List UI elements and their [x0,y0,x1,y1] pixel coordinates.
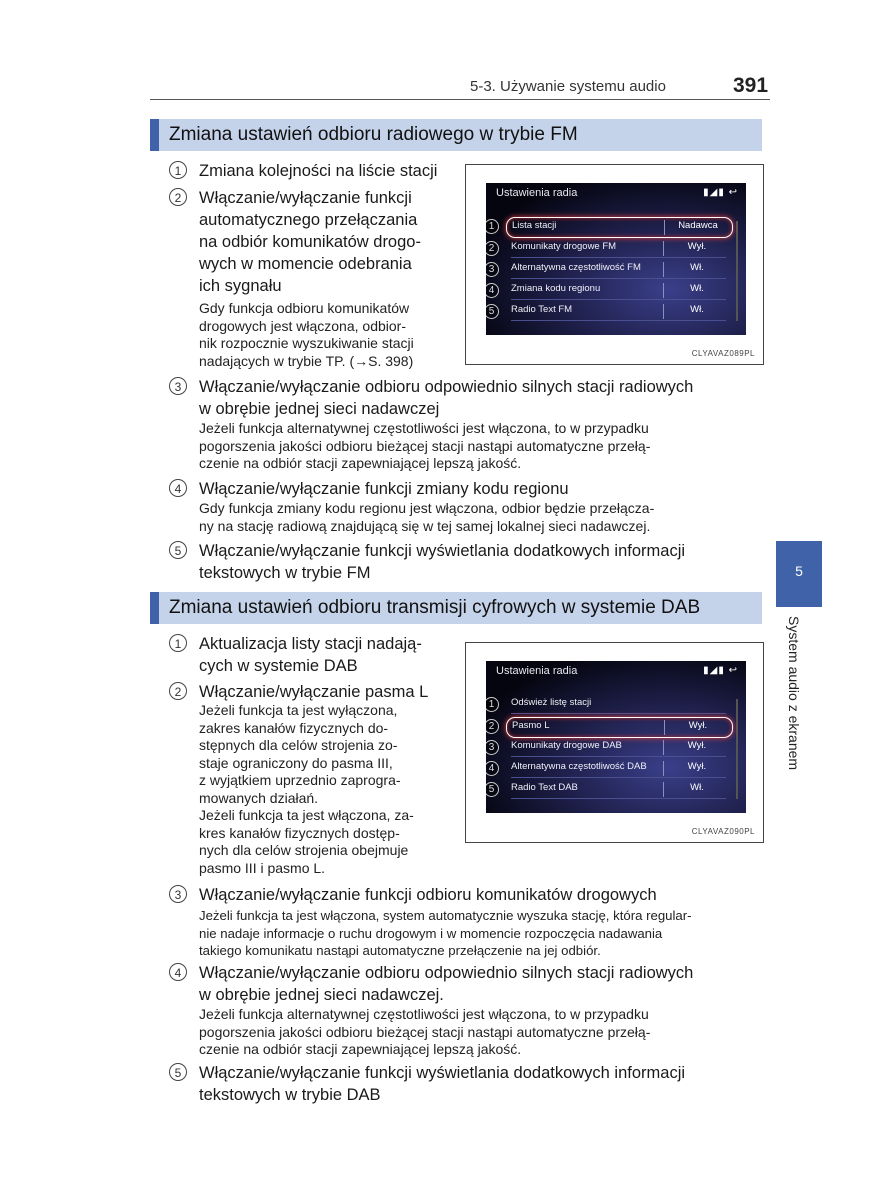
callout-2: 2 [486,719,499,734]
row-label: Zmiana kodu regionu [511,283,601,294]
note-line: nadających w trybie TP. (→S. 398) [199,352,414,369]
page-number: 391 [733,74,769,97]
fm-radio-settings-screenshot [465,164,764,365]
radio-screen [486,661,746,813]
dab-screen-row-traffic[interactable] [506,738,731,757]
fm-item-2-note [199,300,414,370]
scrollbar [736,699,738,799]
fm-item-3 [169,376,693,420]
note-line: mowanych działań. [199,789,319,806]
item-line: Włączanie/wyłączanie funkcji wyświetlania dodatkowych informacji [199,1064,686,1082]
fm-screen-row-station-list[interactable] [506,217,733,238]
row-label: Radio Text FM [511,304,573,315]
dab-screen-row-lband[interactable] [506,717,733,738]
row-value: Wł. [690,283,704,294]
screen-title: Ustawienia radia [496,665,578,677]
row-label: Lista stacji [512,220,557,231]
dab-item-2-note [199,702,414,877]
row-label: Alternatywna częstotliwość FM [511,262,641,273]
dab-item-4 [169,962,693,1006]
item-line: w obrębie jednej sieci nadawczej. [199,986,444,1004]
fm-item-3-note [199,420,650,473]
item-number-badge: 3 [169,377,187,395]
callout-5: 5 [486,304,499,319]
note-line: kres kanałów fizycznych dostęp- [199,824,400,841]
item-line: wych w momencie odebrania [199,255,412,273]
item-number-badge: 1 [169,634,187,652]
chapter-number: 5 [795,563,803,579]
item-line: cych w systemie DAB [199,657,358,675]
fm-screen-row-region[interactable] [506,281,731,300]
dab-item-3 [169,884,657,906]
item-line: Włączanie/wyłączanie odbioru odpowiednio silnych stacji radiowych [199,378,694,396]
image-code: CLYAVAZ090PL [691,827,755,836]
item-line: tekstowych w trybie FM [199,564,371,582]
row-label: Radio Text DAB [511,782,578,793]
callout-5: 5 [486,782,499,797]
note-line: zakres kanałów fizycznych do- [199,719,389,736]
note-line: czenie na odbiór stacji zapewniającej lepszą jakość. [199,1041,522,1057]
callout-4: 4 [486,283,499,298]
note-line: pogorszenia jakości odbioru bieżącej stacji nastąpi automatyczne przełą- [199,1023,651,1040]
row-value: Wył. [688,720,708,731]
row-value: Wył. [687,241,707,252]
note-line: nych dla celów strojenia obejmuje [199,842,409,858]
status-icons: ▮◢▮ ↩ [703,187,738,198]
row-label: Odśwież listę stacji [511,697,592,708]
dab-heading-text: Zmiana ustawień odbioru transmisji cyfrowych w systemie DAB [169,597,701,618]
dab-screen-row-radiotext[interactable] [506,780,731,799]
item-number-badge: 5 [169,541,187,559]
dab-section-heading [150,592,762,624]
screen-title: Ustawienia radia [496,187,578,199]
scrollbar [736,221,738,321]
callout-1: 1 [486,697,499,712]
callout-3: 3 [486,740,499,755]
fm-item-2 [169,187,459,297]
note-line: z wyjątkiem uprzednio zaprogra- [199,772,401,788]
chapter-title: System audio z ekranem [786,616,802,771]
fm-item-4-note [199,500,654,535]
note-line: staje ograniczony do pasma III, [199,754,393,771]
status-icons: ▮◢▮ ↩ [703,665,738,676]
fm-item-5 [169,540,685,584]
note-line: pasmo III i pasmo L. [199,859,326,876]
dab-item-5 [169,1062,685,1106]
item-number-badge: 3 [169,885,187,903]
dab-screen-row-af[interactable] [506,759,731,778]
note-line: nie nadaje informacje o ruchu drogowym i w momencie rozpoczęcia nadawania [199,925,663,941]
row-value: Nadawca [678,220,718,231]
note-line: drogowych jest włączona, odbior- [199,317,406,334]
item-line: Włączanie/wyłączanie odbioru odpowiednio silnych stacji radiowych [199,964,694,982]
item-number-badge: 4 [169,479,187,497]
callout-3: 3 [486,262,499,277]
fm-screen-row-radiotext[interactable] [506,302,731,321]
note-line: Gdy funkcja zmiany kodu regionu jest włączona, odbior będzie przełącza- [199,500,655,516]
note-line: Jeżeli funkcja alternatywnej częstotliwości jest włączona, to w przypadku [199,420,649,436]
row-value: Wył. [687,740,707,751]
row-label: Pasmo L [512,720,550,731]
fm-heading-text: Zmiana ustawień odbioru radiowego w trybie FM [169,124,578,145]
note-line: Jeżeli funkcja ta jest włączona, system automatycznie wyszuka stację, która regular- [199,908,692,923]
item-line: Włączanie/wyłączanie funkcji [199,189,412,207]
note-line: Jeżeli funkcja ta jest wyłączona, [199,702,398,718]
row-label: Alternatywna częstotliwość DAB [511,761,647,772]
note-line: Jeżeli funkcja alternatywnej częstotliwości jest włączona, to w przypadku [199,1006,649,1022]
note-line: nik rozpocznie wyszukiwanie stacji [199,335,414,351]
item-line: Zmiana kolejności na liście stacji [199,162,438,180]
item-number-badge: 2 [169,682,187,700]
row-value: Wł. [690,304,704,315]
note-line: czenie na odbiór stacji zapewniającej lepszą jakość. [199,455,522,471]
note-line: pogorszenia jakości odbioru bieżącej stacji nastąpi automatyczne przełą- [199,437,651,454]
image-code: CLYAVAZ089PL [691,349,755,358]
header-divider [150,99,770,100]
item-line: Aktualizacja listy stacji nadają- [199,635,422,653]
item-line: na odbiór komunikatów drogo- [199,233,421,251]
dab-item-3-note [199,907,692,960]
fm-screen-row-traffic[interactable] [506,239,731,258]
dab-item-4-note [199,1006,650,1059]
item-number-badge: 2 [169,188,187,206]
item-line: w obrębie jednej sieci nadawczej [199,400,440,418]
callout-4: 4 [486,761,499,776]
row-label: Komunikaty drogowe DAB [511,740,622,751]
row-label: Komunikaty drogowe FM [511,241,617,252]
note-line: Jeżeli funkcja ta jest włączona, za- [199,807,414,823]
item-line: tekstowych w trybie DAB [199,1086,381,1104]
row-value: Wł. [690,262,704,273]
running-header: 5-3. Używanie systemu audio [470,78,666,95]
item-number-badge: 4 [169,963,187,981]
dab-item-1 [169,633,459,677]
fm-section-heading [150,119,762,151]
dab-item-2 [169,681,428,703]
note-line: stępnych dla celów strojenia zo- [199,737,398,753]
fm-screen-row-af[interactable] [506,260,731,279]
row-value: Wł. [690,782,704,793]
note-line: Gdy funkcja odbioru komunikatów [199,300,410,316]
item-number-badge: 5 [169,1063,187,1081]
item-line: Włączanie/wyłączanie funkcji zmiany kodu regionu [199,480,569,498]
item-line: Włączanie/wyłączanie funkcji wyświetlania dodatkowych informacji [199,542,686,560]
dab-radio-settings-screenshot [465,642,764,843]
item-line: Włączanie/wyłączanie funkcji odbioru komunikatów drogowych [199,886,657,904]
row-value: Wył. [687,761,707,772]
radio-screen [486,183,746,335]
item-line: Włączanie/wyłączanie pasma L [199,683,429,701]
item-line: ich sygnału [199,277,282,295]
note-line: takiego komunikatu nastąpi automatyczne przełączenie na jej odbiór. [199,943,601,958]
fm-item-4 [169,478,569,500]
callout-2: 2 [486,241,499,256]
item-line: automatycznego przełączania [199,211,418,229]
dab-screen-row-refresh[interactable] [506,695,731,714]
callout-1: 1 [486,219,499,234]
note-line: ny na stację radiową znajdującą się w tej samej lokalnej sieci nadawczej. [199,517,651,534]
item-number-badge: 1 [169,161,187,179]
chapter-tab [776,541,822,607]
fm-item-1 [169,160,437,182]
